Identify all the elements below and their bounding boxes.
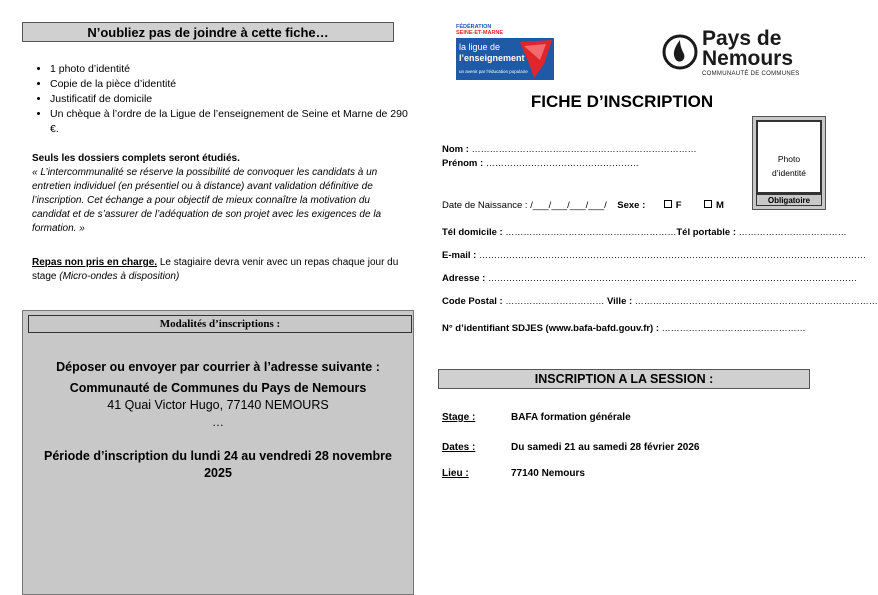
sex-m-option[interactable]	[704, 195, 724, 212]
modalites-address: 41 Quai Victor Hugo, 77140 NEMOURS	[107, 398, 329, 412]
sdjes-label: N° d’identifiant SDJES (www.bafa-bafd.gouv.fr) :	[442, 323, 662, 334]
prenom-dots: ……………………………………………	[485, 158, 639, 168]
ligue-name-2: l’enseignement	[459, 53, 525, 63]
birthdate-label: Date de Naissance :	[442, 200, 531, 211]
sex-label: Sexe :	[617, 200, 646, 211]
phone-home-label: Tél domicile :	[442, 227, 506, 238]
postal-dots: ……………………………	[505, 296, 605, 306]
location-value: 77140 Nemours	[511, 468, 585, 479]
sex-m-label: M	[715, 200, 724, 211]
meal-microwave: (Micro-ondes à disposition)	[59, 271, 180, 282]
nom-label: Nom :	[442, 144, 472, 155]
prenom-field[interactable]	[442, 153, 639, 171]
sex-m-checkbox[interactable]	[704, 200, 712, 208]
birthdate-blanks: /___/___/___/___/	[530, 200, 607, 211]
birthdate-field[interactable]	[442, 195, 724, 213]
list-item: • Copie de la pièce d’identité	[50, 77, 410, 92]
meal-notice	[32, 256, 410, 284]
nemours-logo	[662, 27, 812, 82]
location-label: Lieu :	[442, 468, 469, 479]
email-field[interactable]	[442, 245, 866, 263]
address-dots: ……………………………………………………………………………………………………………	[487, 273, 857, 283]
modalites-title: Modalités d’inscriptions :	[28, 315, 412, 333]
form-title: FICHE D’INSCRIPTION	[530, 92, 714, 111]
nemours-name-1: Pays de	[702, 27, 782, 50]
postal-label: Code Postal :	[442, 296, 506, 307]
photo-box[interactable]	[756, 120, 822, 194]
sex-f-checkbox[interactable]	[664, 200, 672, 208]
required-documents-list	[36, 62, 410, 137]
meal-title: Repas non pris en charge.	[32, 257, 158, 268]
photo-label-2: d’identité	[771, 168, 807, 178]
address-field[interactable]	[442, 268, 857, 286]
interview-notice: « L’intercommunalité se réserve la possibilité de convoquer les candidats à un entretien individuel (en présentiel ou à distance) avant validation définitive de l’inscription. Cet échange a pour objectif de mieux connaître la motivation du candidat et de s’assurer de l’adéquation de son projet avec les exigences de la formation. »	[32, 167, 382, 234]
nemours-subtitle: COMMUNAUTÉ DE COMMUNES	[702, 71, 800, 77]
list-item: • Justificatif de domicile	[50, 92, 410, 107]
email-label: E-mail :	[442, 250, 479, 261]
ligue-tagline: un avenir par l’éducation populaire	[459, 69, 528, 74]
phone-field[interactable]	[442, 222, 847, 240]
city-dots: ………………………………………………………………………	[634, 296, 878, 306]
sdjes-field[interactable]	[442, 318, 806, 336]
stage-label: Stage :	[442, 412, 476, 423]
modalites-period: Période d’inscription du lundi 24 au vendredi 28 novembre	[44, 449, 392, 463]
prenom-label: Prénom :	[442, 158, 486, 169]
dates-value: Du samedi 21 au samedi 28 février 2026	[511, 442, 700, 453]
ligue-department: SEINE-ET-MARNE	[456, 30, 504, 36]
email-dots: …………………………………………………………………………………………………………………	[478, 250, 866, 260]
ligue-name-1: la ligue de	[459, 42, 501, 52]
modalites-line-send: Déposer ou envoyer par courrier à l’adresse suivante :	[56, 360, 380, 374]
modalites-ellipsis: …	[212, 415, 224, 429]
sdjes-dots: …………………………………………	[661, 323, 806, 333]
reminder-header: N’oubliez pas de joindre à cette fiche…	[22, 22, 394, 42]
meal-text: Le stagiaire devra venir avec un repas chaque jour du stage	[32, 257, 399, 282]
phone-home-dots: …………………………………………………	[505, 227, 677, 237]
sex-f-label: F	[675, 200, 682, 211]
city-label: Ville :	[604, 296, 635, 307]
nom-dots: …………………………………………………………………	[471, 144, 697, 154]
dates-label: Dates :	[442, 442, 476, 453]
ligue-federation: FÉDÉRATION	[456, 24, 492, 30]
stage-value: BAFA formation générale	[511, 412, 631, 423]
complete-files-note: Seuls les dossiers complets seront étudiés.	[32, 153, 240, 164]
modalites-year: 2025	[204, 466, 232, 480]
water-drop-icon	[662, 32, 698, 72]
photo-mandatory-badge: Obligatoire	[756, 194, 822, 206]
phone-mobile-label: Tél portable :	[676, 227, 739, 238]
sex-f-option[interactable]	[664, 195, 682, 212]
photo-label: Photo	[777, 154, 801, 164]
postal-city-field[interactable]	[442, 291, 878, 309]
list-item: • Un chèque à l’ordre de la Ligue de l’enseignement de Seine et Marne de 290 €.	[50, 107, 410, 137]
modalites-line-org: Communauté de Communes du Pays de Nemours	[69, 381, 367, 395]
session-header: INSCRIPTION A LA SESSION :	[438, 369, 810, 389]
nemours-name-2: Nemours	[702, 47, 794, 70]
list-item: • 1 photo d’identité	[50, 62, 410, 77]
address-label: Adresse :	[442, 273, 488, 284]
phone-mobile-dots: ………………………………	[738, 227, 847, 237]
ligue-logo	[456, 24, 556, 80]
